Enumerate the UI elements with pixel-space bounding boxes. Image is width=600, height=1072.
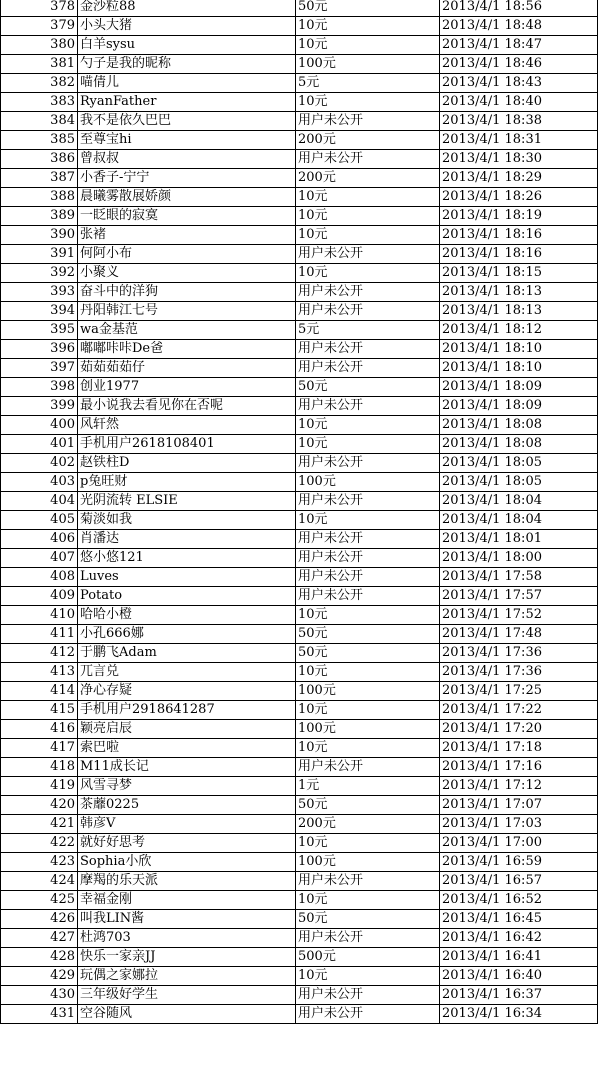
- donation-amount: 10元: [296, 739, 440, 758]
- table-row: [1, 606, 598, 625]
- donor-name: M11成长记: [78, 758, 296, 777]
- donation-time: 2013/4/1 16:59: [440, 853, 598, 872]
- donation-amount: 10元: [296, 435, 440, 454]
- table-row: [1, 625, 598, 644]
- donor-name: 小孔666娜: [78, 625, 296, 644]
- donation-amount: 5元: [296, 74, 440, 93]
- table-row: [1, 492, 598, 511]
- donation-time: 2013/4/1 18:47: [440, 36, 598, 55]
- donation-amount: 用户未公开: [296, 758, 440, 777]
- table-body: [1, 0, 598, 1024]
- row-index: 381: [1, 55, 78, 74]
- table-row: [1, 36, 598, 55]
- table-row: [1, 967, 598, 986]
- donor-name: 肖潘达: [78, 530, 296, 549]
- table-row: [1, 530, 598, 549]
- donation-time: 2013/4/1 17:52: [440, 606, 598, 625]
- donation-time: 2013/4/1 18:16: [440, 245, 598, 264]
- donation-time: 2013/4/1 18:16: [440, 226, 598, 245]
- row-index: 419: [1, 777, 78, 796]
- table-row: [1, 891, 598, 910]
- table-row: [1, 112, 598, 131]
- row-index: 393: [1, 283, 78, 302]
- donor-name: 奋斗中的洋狗: [78, 283, 296, 302]
- row-index: 390: [1, 226, 78, 245]
- donation-amount: 50元: [296, 378, 440, 397]
- donor-name: 摩羯的乐天派: [78, 872, 296, 891]
- table-row: [1, 549, 598, 568]
- donor-name: Luves: [78, 568, 296, 587]
- row-index: 427: [1, 929, 78, 948]
- donation-time: 2013/4/1 16:37: [440, 986, 598, 1005]
- donation-time: 2013/4/1 18:04: [440, 492, 598, 511]
- row-index: 417: [1, 739, 78, 758]
- donation-time: 2013/4/1 17:18: [440, 739, 598, 758]
- row-index: 387: [1, 169, 78, 188]
- table-row: [1, 682, 598, 701]
- donation-amount: 10元: [296, 834, 440, 853]
- donor-name: 丹阳韩江七号: [78, 302, 296, 321]
- table-row: [1, 302, 598, 321]
- table-row: [1, 929, 598, 948]
- donation-amount: 用户未公开: [296, 530, 440, 549]
- donor-name: 悠小悠121: [78, 549, 296, 568]
- donation-amount: 用户未公开: [296, 454, 440, 473]
- donation-time: 2013/4/1 18:30: [440, 150, 598, 169]
- table-row: [1, 834, 598, 853]
- table-row: [1, 473, 598, 492]
- donor-name: 小香子-宁宁: [78, 169, 296, 188]
- row-index: 420: [1, 796, 78, 815]
- donor-name: 创业1977: [78, 378, 296, 397]
- row-index: 430: [1, 986, 78, 1005]
- table-row: [1, 1005, 598, 1024]
- donor-name: 菊淡如我: [78, 511, 296, 530]
- row-index: 424: [1, 872, 78, 891]
- row-index: 399: [1, 397, 78, 416]
- table-row: [1, 321, 598, 340]
- donation-amount: 10元: [296, 511, 440, 530]
- donation-amount: 10元: [296, 207, 440, 226]
- donation-amount: 用户未公开: [296, 1005, 440, 1024]
- row-index: 410: [1, 606, 78, 625]
- row-index: 412: [1, 644, 78, 663]
- donation-time: 2013/4/1 18:29: [440, 169, 598, 188]
- table-row: [1, 720, 598, 739]
- donation-amount: 10元: [296, 264, 440, 283]
- donation-amount: 10元: [296, 701, 440, 720]
- donation-time: 2013/4/1 16:41: [440, 948, 598, 967]
- donation-time: 2013/4/1 16:45: [440, 910, 598, 929]
- table-row: [1, 739, 598, 758]
- donor-name: 手机用户2618108401: [78, 435, 296, 454]
- row-index: 409: [1, 587, 78, 606]
- row-index: 388: [1, 188, 78, 207]
- donation-amount: 100元: [296, 55, 440, 74]
- donation-time: 2013/4/1 18:26: [440, 188, 598, 207]
- row-index: 391: [1, 245, 78, 264]
- row-index: 383: [1, 93, 78, 112]
- donation-time: 2013/4/1 17:12: [440, 777, 598, 796]
- table-row: [1, 17, 598, 36]
- donor-name: RyanFather: [78, 93, 296, 112]
- donation-amount: 用户未公开: [296, 492, 440, 511]
- donation-time: 2013/4/1 18:56: [440, 0, 598, 17]
- row-index: 384: [1, 112, 78, 131]
- donation-amount: 5元: [296, 321, 440, 340]
- donor-name: 净心存疑: [78, 682, 296, 701]
- table-row: [1, 93, 598, 112]
- donation-time: 2013/4/1 18:43: [440, 74, 598, 93]
- donation-amount: 用户未公开: [296, 340, 440, 359]
- donation-amount: 50元: [296, 0, 440, 17]
- donation-time: 2013/4/1 16:52: [440, 891, 598, 910]
- row-index: 382: [1, 74, 78, 93]
- donation-time: 2013/4/1 18:19: [440, 207, 598, 226]
- table-row: [1, 131, 598, 150]
- donation-time: 2013/4/1 18:48: [440, 17, 598, 36]
- row-index: 402: [1, 454, 78, 473]
- table-row: [1, 454, 598, 473]
- table-row: [1, 245, 598, 264]
- table-row: [1, 796, 598, 815]
- donation-amount: 100元: [296, 473, 440, 492]
- row-index: 426: [1, 910, 78, 929]
- row-index: 414: [1, 682, 78, 701]
- donation-time: 2013/4/1 17:20: [440, 720, 598, 739]
- table-row: [1, 853, 598, 872]
- donation-amount: 用户未公开: [296, 986, 440, 1005]
- donation-time: 2013/4/1 18:01: [440, 530, 598, 549]
- row-index: 418: [1, 758, 78, 777]
- donation-amount: 200元: [296, 815, 440, 834]
- row-index: 421: [1, 815, 78, 834]
- donation-time: 2013/4/1 16:34: [440, 1005, 598, 1024]
- donation-amount: 10元: [296, 606, 440, 625]
- donor-name: 叫我LIN酱: [78, 910, 296, 929]
- donor-name: 喵倩儿: [78, 74, 296, 93]
- table-row: [1, 359, 598, 378]
- donation-time: 2013/4/1 18:05: [440, 454, 598, 473]
- row-index: 408: [1, 568, 78, 587]
- donor-name: 嘟嘟咔咔De爸: [78, 340, 296, 359]
- donation-time: 2013/4/1 18:10: [440, 340, 598, 359]
- donor-name: 茹茹茹茹仔: [78, 359, 296, 378]
- row-index: 407: [1, 549, 78, 568]
- table-row: [1, 74, 598, 93]
- donation-time: 2013/4/1 17:07: [440, 796, 598, 815]
- donation-time: 2013/4/1 17:00: [440, 834, 598, 853]
- donation-time: 2013/4/1 17:48: [440, 625, 598, 644]
- donation-amount: 100元: [296, 853, 440, 872]
- donation-amount: 100元: [296, 720, 440, 739]
- donor-name: 勺子是我的昵称: [78, 55, 296, 74]
- donor-name: p兔旺财: [78, 473, 296, 492]
- table-row: [1, 511, 598, 530]
- donor-name: 哈哈小橙: [78, 606, 296, 625]
- row-index: 378: [1, 0, 78, 17]
- donor-name: 何阿小布: [78, 245, 296, 264]
- donation-amount: 用户未公开: [296, 568, 440, 587]
- row-index: 386: [1, 150, 78, 169]
- row-index: 379: [1, 17, 78, 36]
- donation-time: 2013/4/1 18:46: [440, 55, 598, 74]
- donor-name: 空谷随风: [78, 1005, 296, 1024]
- donor-name: wa金基范: [78, 321, 296, 340]
- table-row: [1, 0, 598, 17]
- donation-time: 2013/4/1 17:16: [440, 758, 598, 777]
- row-index: 397: [1, 359, 78, 378]
- donor-name: 杜鸿703: [78, 929, 296, 948]
- row-index: 405: [1, 511, 78, 530]
- table-row: [1, 568, 598, 587]
- donation-amount: 50元: [296, 625, 440, 644]
- donation-amount: 10元: [296, 663, 440, 682]
- donor-name: 玩偶之家娜拉: [78, 967, 296, 986]
- donation-time: 2013/4/1 18:08: [440, 416, 598, 435]
- donation-time: 2013/4/1 17:36: [440, 644, 598, 663]
- donation-time: 2013/4/1 18:13: [440, 302, 598, 321]
- table-row: [1, 587, 598, 606]
- row-index: 411: [1, 625, 78, 644]
- donor-name: 金沙粒88: [78, 0, 296, 17]
- donor-name: Potato: [78, 587, 296, 606]
- table-row: [1, 777, 598, 796]
- row-index: 400: [1, 416, 78, 435]
- donation-time: 2013/4/1 18:04: [440, 511, 598, 530]
- donor-name: 兀言兑: [78, 663, 296, 682]
- donation-time: 2013/4/1 17:22: [440, 701, 598, 720]
- donor-name: 风雪寻梦: [78, 777, 296, 796]
- donation-time: 2013/4/1 17:03: [440, 815, 598, 834]
- table-row: [1, 188, 598, 207]
- donor-name: 白羊sysu: [78, 36, 296, 55]
- row-index: 403: [1, 473, 78, 492]
- donation-amount: 200元: [296, 131, 440, 150]
- donor-name: 赵铁柱D: [78, 454, 296, 473]
- table-row: [1, 397, 598, 416]
- donation-amount: 用户未公开: [296, 150, 440, 169]
- table-row: [1, 55, 598, 74]
- donation-amount: 用户未公开: [296, 302, 440, 321]
- donation-time: 2013/4/1 17:58: [440, 568, 598, 587]
- donation-amount: 用户未公开: [296, 397, 440, 416]
- table-row: [1, 378, 598, 397]
- row-index: 394: [1, 302, 78, 321]
- donation-amount: 10元: [296, 17, 440, 36]
- donation-time: 2013/4/1 17:36: [440, 663, 598, 682]
- donation-amount: 10元: [296, 36, 440, 55]
- donation-amount: 10元: [296, 93, 440, 112]
- donation-amount: 100元: [296, 682, 440, 701]
- donation-amount: 用户未公开: [296, 283, 440, 302]
- donor-name: 小头大猪: [78, 17, 296, 36]
- donor-name: 张褚: [78, 226, 296, 245]
- donation-amount: 1元: [296, 777, 440, 796]
- donation-amount: 用户未公开: [296, 549, 440, 568]
- donor-name: 风轩然: [78, 416, 296, 435]
- table-row: [1, 910, 598, 929]
- table-row: [1, 701, 598, 720]
- donation-time: 2013/4/1 18:12: [440, 321, 598, 340]
- donation-time: 2013/4/1 17:25: [440, 682, 598, 701]
- row-index: 406: [1, 530, 78, 549]
- table-row: [1, 663, 598, 682]
- donor-name: 手机用户2918641287: [78, 701, 296, 720]
- row-index: 423: [1, 853, 78, 872]
- donor-name: 小聚义: [78, 264, 296, 283]
- donation-amount: 10元: [296, 967, 440, 986]
- donation-amount: 用户未公开: [296, 245, 440, 264]
- table-row: [1, 435, 598, 454]
- donor-name: 茶蘼0225: [78, 796, 296, 815]
- donation-time: 2013/4/1 16:42: [440, 929, 598, 948]
- row-index: 416: [1, 720, 78, 739]
- donor-name: 晨曦雾散展娇颜: [78, 188, 296, 207]
- donation-time: 2013/4/1 18:08: [440, 435, 598, 454]
- donation-amount: 200元: [296, 169, 440, 188]
- row-index: 415: [1, 701, 78, 720]
- donation-time: 2013/4/1 18:40: [440, 93, 598, 112]
- donation-amount: 10元: [296, 416, 440, 435]
- table-row: [1, 872, 598, 891]
- donation-amount: 用户未公开: [296, 359, 440, 378]
- table-row: [1, 986, 598, 1005]
- row-index: 431: [1, 1005, 78, 1024]
- row-index: 396: [1, 340, 78, 359]
- donor-name: 颖亮启辰: [78, 720, 296, 739]
- table-row: [1, 264, 598, 283]
- donation-time: 2013/4/1 16:57: [440, 872, 598, 891]
- row-index: 395: [1, 321, 78, 340]
- donor-name: 最小说我去看见你在否呢: [78, 397, 296, 416]
- table-row: [1, 207, 598, 226]
- table-row: [1, 283, 598, 302]
- donation-amount: 10元: [296, 891, 440, 910]
- row-index: 385: [1, 131, 78, 150]
- donation-time: 2013/4/1 18:10: [440, 359, 598, 378]
- table-row: [1, 150, 598, 169]
- donor-name: 快乐一家亲JJ: [78, 948, 296, 967]
- row-index: 398: [1, 378, 78, 397]
- donation-amount: 50元: [296, 644, 440, 663]
- donation-time: 2013/4/1 18:31: [440, 131, 598, 150]
- row-index: 425: [1, 891, 78, 910]
- donation-time: 2013/4/1 18:05: [440, 473, 598, 492]
- table-row: [1, 758, 598, 777]
- donor-name: 一眨眼的寂寞: [78, 207, 296, 226]
- donor-name: 幸福金刚: [78, 891, 296, 910]
- table-row: [1, 416, 598, 435]
- donation-time: 2013/4/1 18:38: [440, 112, 598, 131]
- donor-name: 至尊宝hi: [78, 131, 296, 150]
- donation-amount: 50元: [296, 796, 440, 815]
- donor-name: 曾叔叔: [78, 150, 296, 169]
- table-row: [1, 815, 598, 834]
- donation-amount: 用户未公开: [296, 872, 440, 891]
- donation-amount: 10元: [296, 226, 440, 245]
- donation-time: 2013/4/1 18:00: [440, 549, 598, 568]
- donation-time: 2013/4/1 18:09: [440, 397, 598, 416]
- row-index: 389: [1, 207, 78, 226]
- table-row: [1, 169, 598, 188]
- row-index: 413: [1, 663, 78, 682]
- donation-amount: 50元: [296, 910, 440, 929]
- table-row: [1, 340, 598, 359]
- donor-name: 韩彦V: [78, 815, 296, 834]
- donation-amount: 用户未公开: [296, 112, 440, 131]
- donation-time: 2013/4/1 18:09: [440, 378, 598, 397]
- table-row: [1, 948, 598, 967]
- table-row: [1, 644, 598, 663]
- donor-name: 光阴流转 ELSIE: [78, 492, 296, 511]
- donor-name: 索巴啦: [78, 739, 296, 758]
- donation-time: 2013/4/1 17:57: [440, 587, 598, 606]
- donation-amount: 500元: [296, 948, 440, 967]
- row-index: 404: [1, 492, 78, 511]
- donation-amount: 10元: [296, 188, 440, 207]
- row-index: 428: [1, 948, 78, 967]
- row-index: 422: [1, 834, 78, 853]
- donor-name: 于鹏飞Adam: [78, 644, 296, 663]
- row-index: 392: [1, 264, 78, 283]
- donor-name: 就好好思考: [78, 834, 296, 853]
- donation-amount: 用户未公开: [296, 587, 440, 606]
- donation-time: 2013/4/1 18:13: [440, 283, 598, 302]
- donation-time: 2013/4/1 18:15: [440, 264, 598, 283]
- donation-time: 2013/4/1 16:40: [440, 967, 598, 986]
- donor-name: 我不是依久巴巴: [78, 112, 296, 131]
- row-index: 380: [1, 36, 78, 55]
- row-index: 401: [1, 435, 78, 454]
- table-row: [1, 226, 598, 245]
- donation-amount: 用户未公开: [296, 929, 440, 948]
- row-index: 429: [1, 967, 78, 986]
- donor-name: Sophia小欣: [78, 853, 296, 872]
- donor-name: 三年级好学生: [78, 986, 296, 1005]
